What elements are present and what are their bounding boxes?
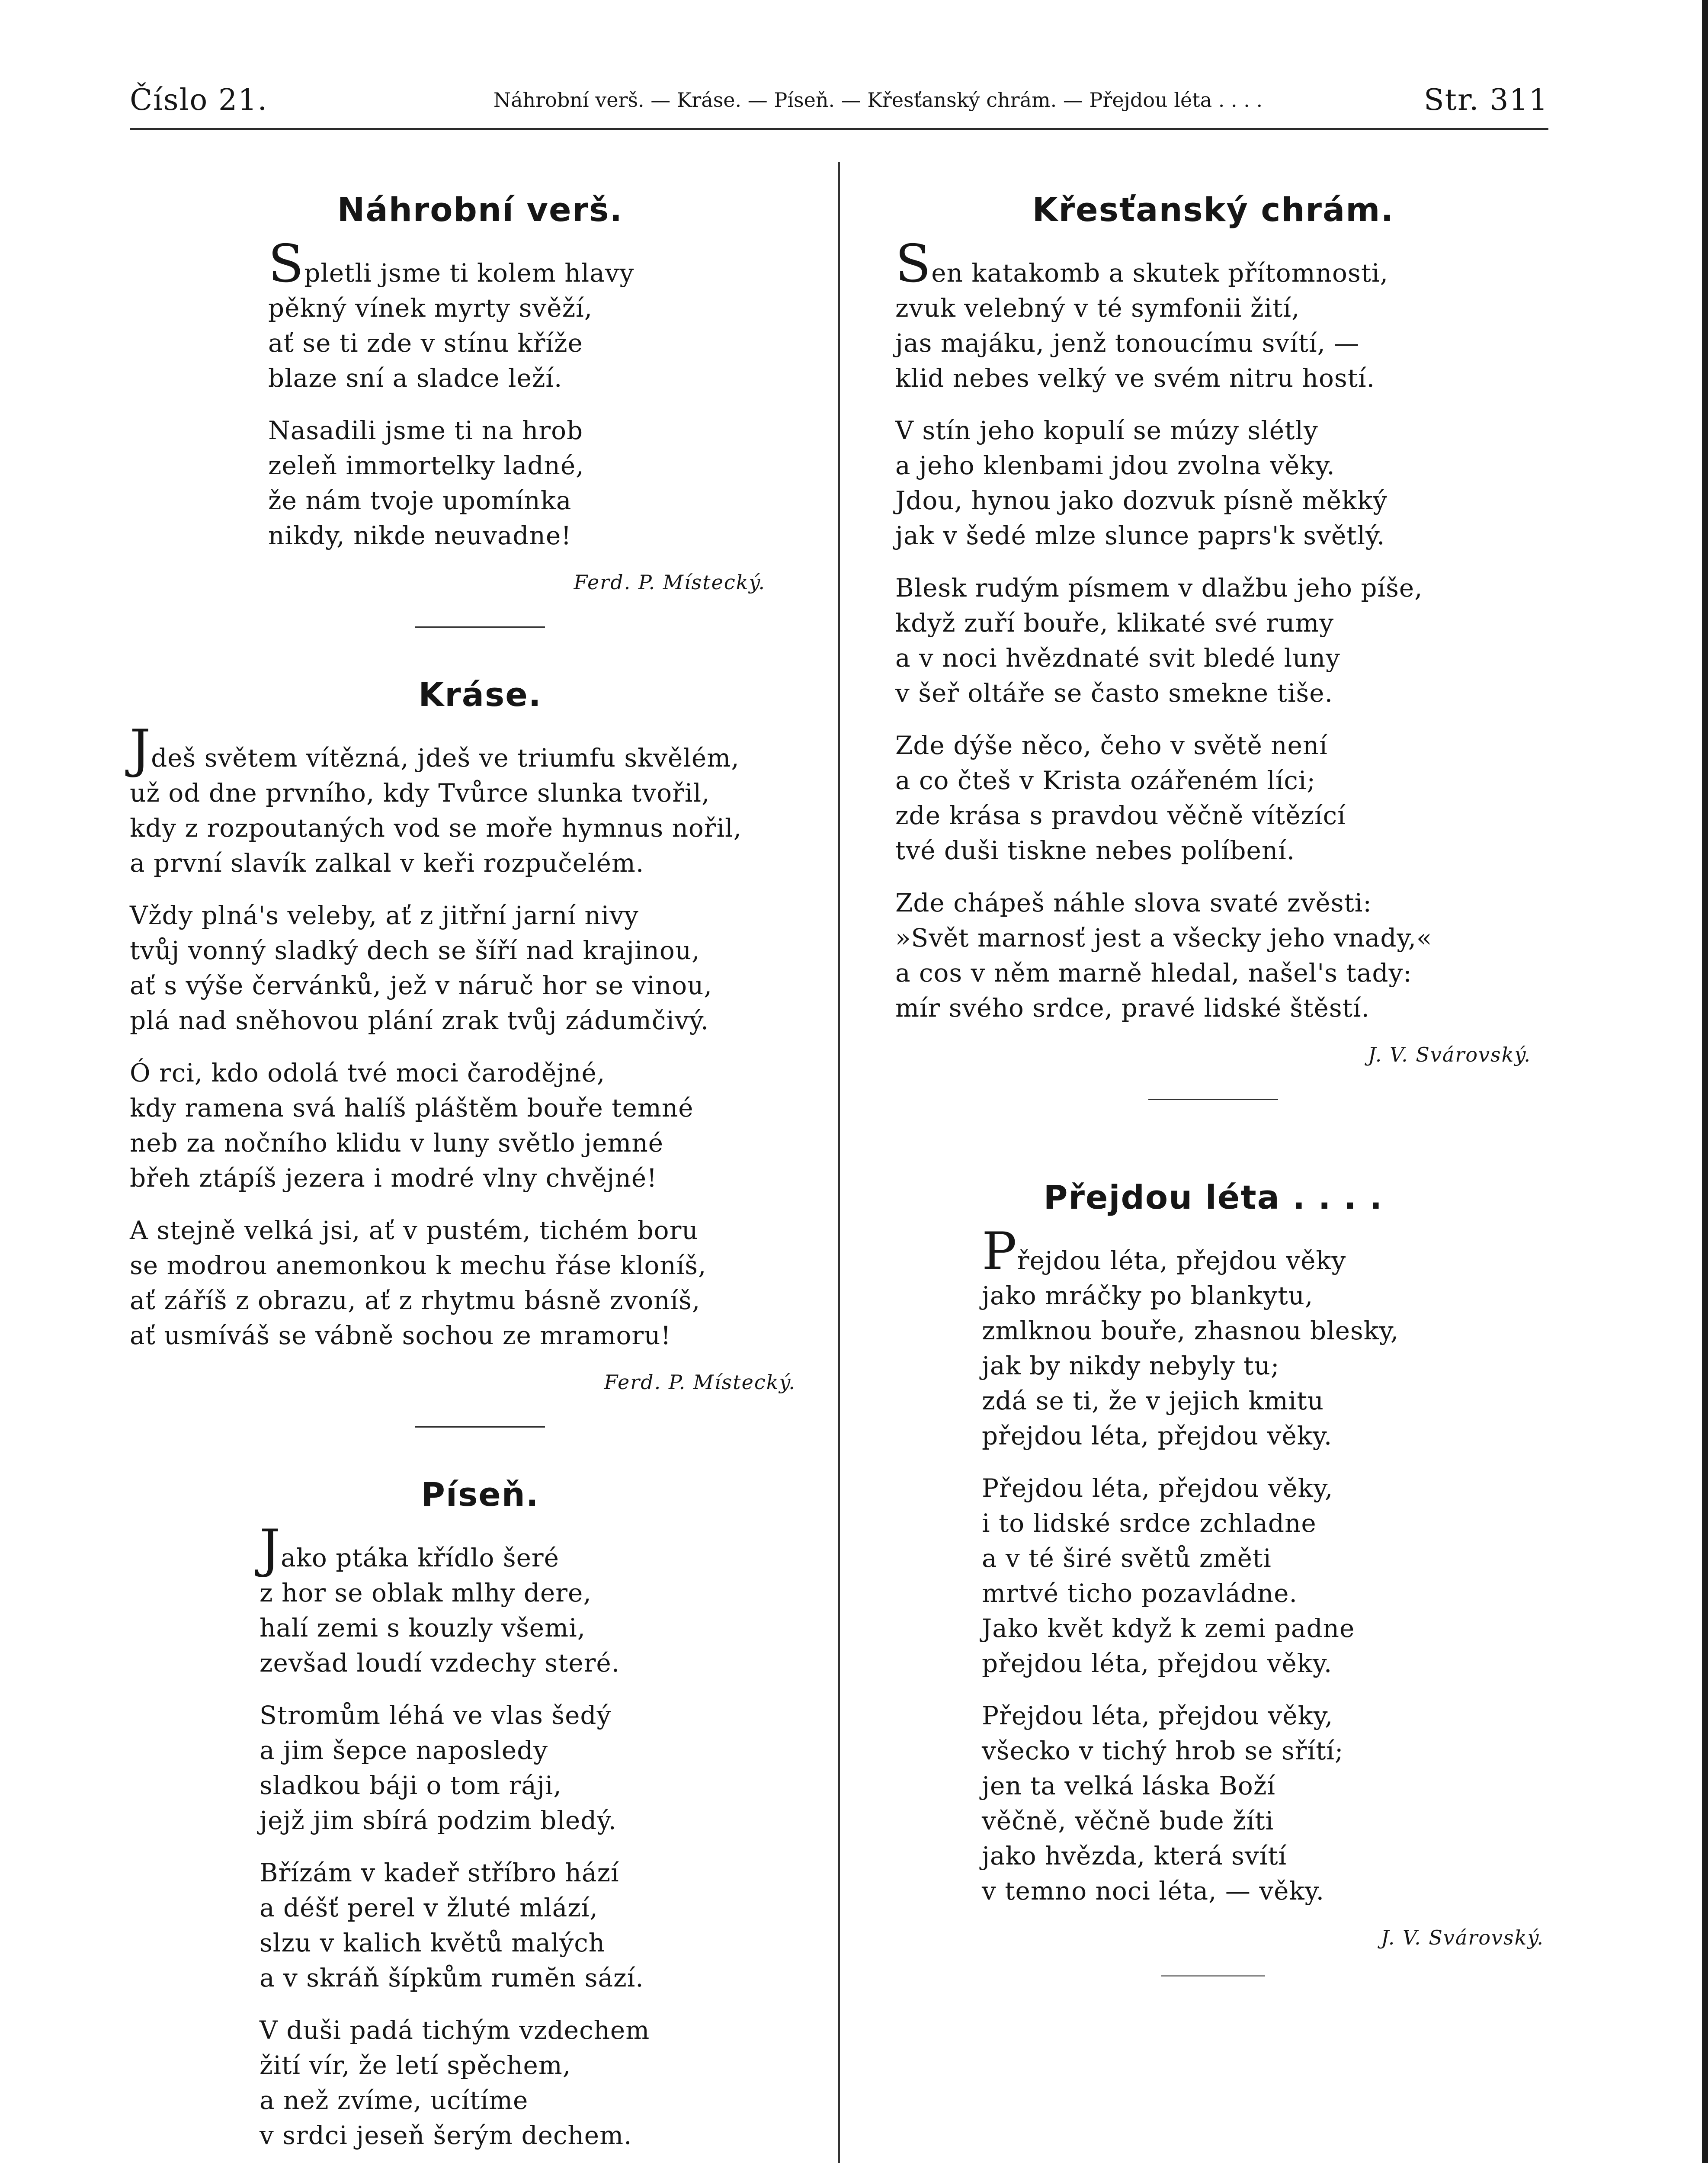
poem-line: jako hvězda, která svítí [982,1841,1287,1871]
stanza [260,2013,796,2153]
poem-line: Stromům léhá ve vlas šedý [260,1701,612,1730]
poem-line: Zde dýše něco, čeho v světě není [895,731,1328,760]
poem-pisen [130,1475,796,2163]
poem-line: Zde chápeš náhle slova svaté zvěsti: [895,888,1372,918]
page-number: Str. 311 [1424,83,1548,117]
poem-line: slzu v kalich květů malých [260,1928,606,1958]
poem-line: mrtvé ticho pozavládne. [982,1579,1298,1608]
stanza [982,1698,1544,1909]
contents-line: Náhrobní verš. — Kráse. — Píseň. — Křesťanský chrám. — Přejdou léta . . . . [493,88,1263,112]
poem-line: jak v šedé mlze slunce paprs'k světlý. [895,521,1385,550]
poem-line: A stejně velká jsi, ať v pustém, tichém boru [130,1216,699,1245]
poem-line: Břízám v kadeř stříbro hází [260,1858,619,1887]
poem-line: neb za nočního klidu v luny světlo jemné [130,1128,664,1158]
poem-line: a jeho klenbami jdou zvolna věky. [895,451,1335,480]
poem-line: kdy ramena svá halíš pláštěm bouře temné [130,1093,694,1123]
poem-line: Přejdou léta, přejdou věky, [982,1473,1333,1503]
poem-line: a v té širé světů změti [982,1544,1272,1573]
poem-line: nikdy, nikde neuvadne! [268,521,572,550]
poem-line: a první slavík zalkal v keři rozpučelém. [130,848,644,878]
poem-line: jejž jim sbírá podzim bledý. [260,1806,617,1835]
poem-line: jak by nikdy nebyly tu; [982,1351,1280,1380]
poem-line: jas majáku, jenž tonoucímu svítí, — [895,328,1360,358]
poem-preidou-leta [869,1178,1544,1949]
poem-line: sladkou báji o tom ráji, [260,1771,562,1800]
poem-line: V duši padá tichým vzdechem [260,2015,650,2045]
stanza [130,1213,796,1353]
issue-number: Číslo 21. [130,83,268,117]
poem-line: když zuří bouře, klikaté své rumy [895,608,1334,638]
poem-line: pěkný vínek myrty svěží, [268,293,593,323]
poem-line: věčně, věčně bude žíti [982,1806,1274,1836]
header-rule [130,128,1548,130]
poem-line: břeh ztápíš jezera i modré vlny chvějné! [130,1163,657,1193]
poem-line: Jako květ když k zemi padne [982,1614,1355,1643]
stanza [895,234,1531,396]
poem-line: ať s výše červánků, jež v náruč hor se vinou, [130,971,712,1000]
poem-line: a v noci hvězdnaté svit bledé luny [895,643,1340,673]
running-header [130,78,1548,125]
poem-line: už od dne prvního, kdy Tvůrce slunka tvořil, [130,778,710,808]
section-separator [415,626,545,628]
poem-line: jen ta velká láska Boží [982,1771,1275,1800]
poem-line: blaze sní a sladce leží. [268,363,563,393]
poem-line: Spletli jsme ti kolem hlavy [268,234,634,294]
poem-line: ať se ti zde v stínu kříže [268,328,583,358]
poem-line: žití vír, že letí spěchem, [260,2051,571,2080]
poem-line: halí zemi s kouzly všemi, [260,1613,586,1643]
poem-line: zevšad loudí vzdechy steré. [260,1648,620,1678]
poem-line: zde krása s pravdou věčně vítězící [895,801,1346,830]
poem-title: Náhrobní verš. [337,190,623,229]
poem-krestansky-chram [869,190,1531,1066]
poem-line: Přejdou léta, přejdou věky, [982,1701,1333,1730]
stanza [130,719,796,881]
poem-line: plá nad sněhovou plání zrak tvůj zádumčivý. [130,1006,709,1035]
poem-line: tvůj vonný sladký dech se šíří nad krajinou, [130,936,700,965]
poem-line: zmlknou bouře, zhasnou blesky, [982,1316,1399,1345]
poem-line: tvé duši tiskne nebes políbení. [895,836,1295,865]
stanza [268,234,766,396]
stanza [130,1056,796,1196]
poem-author: J. V. Svárovský. [1368,1043,1531,1066]
poem-nahrobni-vers [130,190,766,594]
poem-line: přejdou léta, přejdou věky. [982,1649,1333,1678]
poem-title: Přejdou léta . . . . [1043,1178,1383,1216]
poem-line: Ó rci, kdo odolá tvé moci čarodějné, [130,1058,606,1088]
left-column [130,190,830,2163]
poem-line: zvuk velebný v té symfonii žití, [895,293,1300,323]
column-divider [838,162,840,2163]
poem-line: a než zvíme, ucítíme [260,2086,529,2115]
stanza [895,413,1531,553]
poem-title: Kráse. [418,675,542,714]
poem-line: a co čteš v Krista ozářeném líci; [895,766,1316,795]
stanza [982,1471,1544,1681]
page-edge-shadow [1702,0,1708,2163]
right-column [869,190,1557,1977]
poem-line: Jdou, hynou jako dozvuk písně měkký [895,486,1388,515]
poem-author: Ferd. P. Místecký. [574,571,766,594]
stanza [260,1519,796,1681]
poem-line: v šeř oltáře se často smekne tiše. [895,678,1333,708]
section-separator [415,1426,545,1428]
stanza [260,1855,796,1996]
stanza [982,1222,1544,1454]
poem-line: i to lidské srdce zchladne [982,1508,1317,1538]
poem-line: Sen katakomb a skutek přítomnosti, [895,234,1389,294]
stanza [895,571,1531,711]
poem-line: přejdou léta, přejdou věky. [982,1421,1333,1451]
poem-line: všecko v tichý hrob se sřítí; [982,1736,1344,1765]
poem-line: a v skráň šípkům rumĕn sází. [260,1963,644,1993]
poem-line: kdy z rozpoutaných vod se moře hymnus nořil, [130,813,742,843]
poem-line: »Svět marnosť jest a všecky jeho vnady,« [895,923,1432,953]
poem-line: Vždy plná's veleby, ať z jitřní jarní nivy [130,901,639,930]
poem-title: Křesťanský chrám. [1032,190,1394,229]
poem-line: a cos v něm marně hledal, našel's tady: [895,958,1412,988]
poem-line: zeleň immortelky ladné, [268,451,584,480]
poem-line: a déšť perel v žluté mlází, [260,1893,598,1922]
poem-line: mír svého srdce, pravé lidské štěstí. [895,993,1370,1023]
poem-line: Přejdou léta, přejdou věky [982,1222,1346,1282]
stanza [895,728,1531,868]
poem-line: v temno noci léta, — věky. [982,1876,1325,1906]
poem-line: se modrou anemonkou k mechu řáse kloníš, [130,1251,707,1280]
poem-author: J. V. Svárovský. [1381,1926,1544,1949]
poem-line: ať usmíváš se vábně sochou ze mramoru! [130,1321,671,1350]
stanza [130,898,796,1038]
poem-line: v srdci jeseň šerým dechem. [260,2121,632,2150]
poem-line: a jim šepce naposledy [260,1736,548,1765]
poem-line: zdá se ti, že v jejich kmitu [982,1386,1324,1415]
poem-line: jako mráčky po blankytu, [982,1281,1314,1310]
stanza [260,1698,796,1838]
poem-line: Jako ptáka křídlo šeré [260,1519,559,1579]
poem-line: že nám tvoje upomínka [268,486,572,515]
poem-line: Jdeš světem vítězná, jdeš ve triumfu skvělém, [130,719,740,779]
poem-author: Ferd. P. Místecký. [604,1370,796,1394]
poem-line: ať záříš z obrazu, ať z rhytmu básně zvoníš, [130,1286,701,1315]
poem-line: V stín jeho kopulí se múzy slétly [895,416,1318,445]
poem-title: Píseň. [421,1475,539,1514]
poem-line: z hor se oblak mlhy dere, [260,1578,592,1608]
poem-line: klid nebes velký ve svém nitru hostí. [895,363,1375,393]
poem-line: Blesk rudým písmem v dlažbu jeho píše, [895,573,1423,603]
section-separator [1161,1975,1265,1977]
section-separator [1148,1099,1278,1100]
poem-line: Nasadili jsme ti na hrob [268,416,583,445]
poem-krase [130,675,796,1394]
stanza [895,886,1531,1026]
stanza [268,413,766,553]
